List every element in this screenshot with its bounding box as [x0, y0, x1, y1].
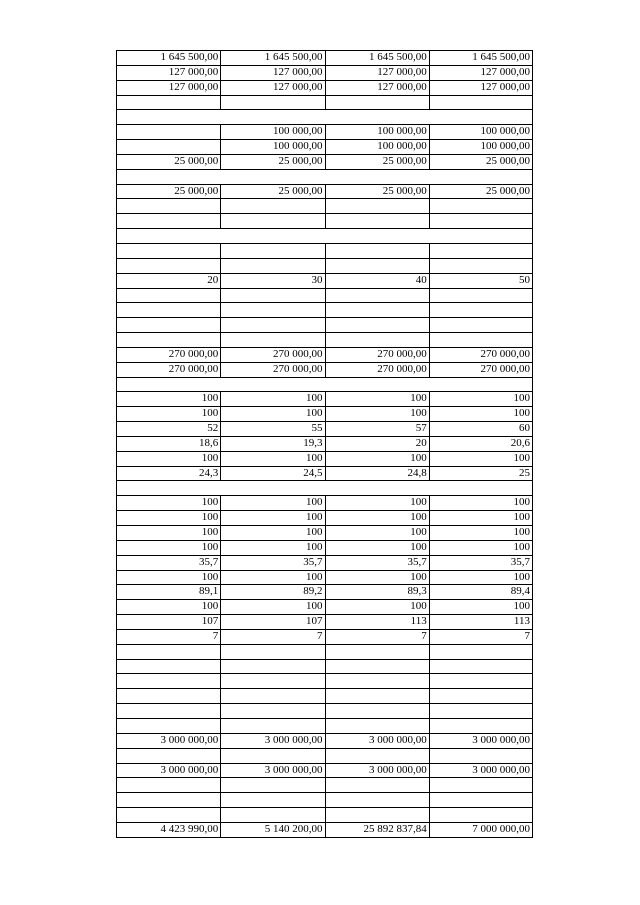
table-cell: 127 000,00 — [429, 65, 533, 80]
table-cell — [429, 748, 533, 763]
table-cell: 100 — [429, 451, 533, 466]
table-cell: 127 000,00 — [116, 80, 220, 95]
table-cell: 100 — [116, 525, 220, 540]
table-cell — [429, 644, 533, 659]
table-cell — [116, 659, 220, 674]
table-cell — [429, 673, 533, 688]
table-cell: 20,6 — [429, 436, 533, 451]
table-row — [116, 169, 533, 184]
table-cell — [325, 792, 429, 807]
table-cell — [116, 748, 220, 763]
table-cell: 100 — [220, 451, 324, 466]
table-row — [116, 644, 533, 659]
table-cell — [325, 688, 429, 703]
table-cell: 35,7 — [429, 555, 533, 570]
table-row — [116, 599, 533, 614]
table-cell: 100 — [220, 510, 324, 525]
table-cell: 100 — [325, 495, 429, 510]
table-row — [116, 792, 533, 807]
table-row — [116, 421, 533, 436]
table-cell: 100 — [325, 510, 429, 525]
table-cell — [325, 228, 429, 243]
table-cell — [429, 288, 533, 303]
table-cell: 100 000,00 — [220, 124, 324, 139]
table-cell: 3 000 000,00 — [429, 763, 533, 778]
table-row — [116, 555, 533, 570]
table-cell — [429, 718, 533, 733]
table-cell: 25 892 837,84 — [325, 822, 429, 837]
table-cell — [429, 688, 533, 703]
table-cell: 100 — [325, 599, 429, 614]
table-cell — [429, 659, 533, 674]
table-cell: 100 — [429, 510, 533, 525]
table-cell — [220, 673, 324, 688]
table-cell: 1 645 500,00 — [325, 50, 429, 65]
table-cell: 270 000,00 — [116, 362, 220, 377]
table-cell: 100 — [429, 406, 533, 421]
table-cell — [220, 288, 324, 303]
table-cell: 127 000,00 — [116, 65, 220, 80]
table-row — [116, 629, 533, 644]
table-cell — [116, 317, 220, 332]
table-cell — [116, 169, 220, 184]
table-cell — [429, 777, 533, 792]
table-row — [116, 733, 533, 748]
table-row — [116, 673, 533, 688]
table-row — [116, 154, 533, 169]
table-cell — [116, 718, 220, 733]
table-cell: 25 — [429, 466, 533, 481]
table-cell — [116, 198, 220, 213]
table-row — [116, 302, 533, 317]
table-cell — [220, 243, 324, 258]
table-row — [116, 495, 533, 510]
table-cell: 107 — [116, 614, 220, 629]
table-cell — [220, 213, 324, 228]
table-cell — [116, 792, 220, 807]
table-cell — [116, 688, 220, 703]
table-cell — [325, 317, 429, 332]
table-cell — [116, 644, 220, 659]
table-cell: 3 000 000,00 — [116, 763, 220, 778]
table-cell — [325, 258, 429, 273]
table-cell — [220, 228, 324, 243]
table-cell: 89,2 — [220, 584, 324, 599]
table-cell: 100 — [220, 406, 324, 421]
table-cell: 20 — [325, 436, 429, 451]
table-cell: 60 — [429, 421, 533, 436]
table-cell: 7 — [116, 629, 220, 644]
table-cell: 100 — [220, 570, 324, 585]
table-row — [116, 184, 533, 199]
table-cell — [220, 807, 324, 822]
table-cell: 5 140 200,00 — [220, 822, 324, 837]
table-cell — [325, 377, 429, 392]
table-cell — [220, 688, 324, 703]
table-row — [116, 347, 533, 362]
table-cell: 7 — [220, 629, 324, 644]
table-cell: 100 000,00 — [325, 124, 429, 139]
table-cell: 1 645 500,00 — [429, 50, 533, 65]
table-cell — [220, 258, 324, 273]
table-cell — [116, 213, 220, 228]
table-cell: 100 — [429, 391, 533, 406]
table-cell: 100 — [220, 495, 324, 510]
table-cell — [325, 288, 429, 303]
table-cell — [116, 258, 220, 273]
table-row — [116, 95, 533, 110]
table-cell: 89,1 — [116, 584, 220, 599]
table-cell — [220, 748, 324, 763]
table-row — [116, 80, 533, 95]
table-cell: 100 — [116, 391, 220, 406]
table-cell: 100 — [325, 540, 429, 555]
table-row — [116, 213, 533, 228]
table-cell — [116, 480, 220, 495]
table-cell: 3 000 000,00 — [116, 733, 220, 748]
table-cell — [429, 169, 533, 184]
table-row — [116, 139, 533, 154]
table-cell — [325, 302, 429, 317]
table-cell — [116, 377, 220, 392]
table-cell — [429, 377, 533, 392]
table-cell — [220, 377, 324, 392]
table-cell — [116, 109, 220, 124]
table-cell — [325, 718, 429, 733]
table-row — [116, 50, 533, 65]
table-cell: 57 — [325, 421, 429, 436]
data-table — [116, 50, 533, 838]
table-cell: 25 000,00 — [116, 154, 220, 169]
table-cell: 127 000,00 — [220, 80, 324, 95]
table-cell: 30 — [220, 273, 324, 288]
table-row — [116, 614, 533, 629]
table-cell — [325, 807, 429, 822]
table-row — [116, 480, 533, 495]
table-cell: 107 — [220, 614, 324, 629]
table-cell: 100 — [325, 406, 429, 421]
table-cell — [220, 718, 324, 733]
table-cell: 127 000,00 — [220, 65, 324, 80]
table-cell — [429, 792, 533, 807]
table-cell — [429, 228, 533, 243]
table-cell: 100 000,00 — [429, 139, 533, 154]
table-cell: 25 000,00 — [429, 184, 533, 199]
table-cell: 100 — [325, 451, 429, 466]
table-cell — [220, 95, 324, 110]
table-cell: 100 — [429, 599, 533, 614]
table-cell: 100 — [429, 570, 533, 585]
table-cell: 100 — [429, 525, 533, 540]
table-row — [116, 510, 533, 525]
table-cell: 40 — [325, 273, 429, 288]
table-row — [116, 718, 533, 733]
table-cell — [116, 228, 220, 243]
table-cell: 24,8 — [325, 466, 429, 481]
table-cell: 3 000 000,00 — [325, 733, 429, 748]
table-cell — [220, 302, 324, 317]
table-row — [116, 65, 533, 80]
table-cell: 24,3 — [116, 466, 220, 481]
table-cell — [429, 198, 533, 213]
table-cell: 127 000,00 — [429, 80, 533, 95]
table-cell: 35,7 — [116, 555, 220, 570]
table-row — [116, 584, 533, 599]
table-row — [116, 822, 533, 837]
table-cell — [429, 258, 533, 273]
table-row — [116, 466, 533, 481]
table-cell — [220, 703, 324, 718]
table-row — [116, 273, 533, 288]
table-cell: 3 000 000,00 — [325, 763, 429, 778]
table-cell: 25 000,00 — [325, 154, 429, 169]
table-cell — [116, 703, 220, 718]
table-cell — [325, 777, 429, 792]
table-cell: 25 000,00 — [429, 154, 533, 169]
table-cell — [116, 139, 220, 154]
table-cell — [325, 703, 429, 718]
table-cell: 4 423 990,00 — [116, 822, 220, 837]
table-cell — [325, 243, 429, 258]
table-cell — [220, 792, 324, 807]
table-row — [116, 406, 533, 421]
table-cell: 113 — [325, 614, 429, 629]
table-cell: 100 — [325, 570, 429, 585]
table-cell: 100 — [116, 599, 220, 614]
table-cell: 100 — [429, 495, 533, 510]
table-cell — [325, 480, 429, 495]
table-cell — [325, 332, 429, 347]
table-cell: 7 000 000,00 — [429, 822, 533, 837]
table-cell — [429, 807, 533, 822]
table-row — [116, 258, 533, 273]
table-cell: 89,4 — [429, 584, 533, 599]
table-cell: 25 000,00 — [220, 154, 324, 169]
table-cell: 18,6 — [116, 436, 220, 451]
table-cell: 19,3 — [220, 436, 324, 451]
table-cell — [325, 644, 429, 659]
table-cell: 100 000,00 — [325, 139, 429, 154]
table-cell: 100 — [220, 391, 324, 406]
table-cell: 100 — [220, 525, 324, 540]
table-row — [116, 688, 533, 703]
table-row — [116, 659, 533, 674]
table-cell — [116, 95, 220, 110]
table-cell — [429, 703, 533, 718]
table-cell — [116, 302, 220, 317]
table-cell: 113 — [429, 614, 533, 629]
table-cell: 100 — [116, 510, 220, 525]
table-cell: 100 — [325, 391, 429, 406]
table-cell — [429, 317, 533, 332]
table-row — [116, 198, 533, 213]
table-row — [116, 807, 533, 822]
table-row — [116, 288, 533, 303]
table-bottom-border — [116, 837, 533, 838]
table-cell: 35,7 — [325, 555, 429, 570]
table-row — [116, 377, 533, 392]
table-cell — [325, 198, 429, 213]
table-cell: 3 000 000,00 — [220, 733, 324, 748]
table-cell: 24,5 — [220, 466, 324, 481]
table-cell — [429, 480, 533, 495]
table-cell: 3 000 000,00 — [220, 763, 324, 778]
table-cell: 127 000,00 — [325, 65, 429, 80]
table-cell — [325, 673, 429, 688]
table-cell: 55 — [220, 421, 324, 436]
table-cell — [429, 243, 533, 258]
table-cell — [220, 198, 324, 213]
table-cell: 100 000,00 — [429, 124, 533, 139]
table-cell — [429, 332, 533, 347]
table-cell — [325, 169, 429, 184]
table-cell — [116, 807, 220, 822]
table-row — [116, 109, 533, 124]
table-cell — [429, 95, 533, 110]
table-cell — [220, 777, 324, 792]
table-cell: 100 — [429, 540, 533, 555]
table-row — [116, 763, 533, 778]
table-cell — [220, 332, 324, 347]
table-cell: 100 — [220, 540, 324, 555]
table-row — [116, 525, 533, 540]
table-row — [116, 436, 533, 451]
table-row — [116, 228, 533, 243]
table-cell: 100 000,00 — [220, 139, 324, 154]
table-row — [116, 540, 533, 555]
table-cell: 7 — [429, 629, 533, 644]
table-cell — [220, 109, 324, 124]
table-cell: 100 — [116, 406, 220, 421]
table-cell — [116, 777, 220, 792]
table-row — [116, 124, 533, 139]
table-cell: 270 000,00 — [220, 362, 324, 377]
table-cell: 25 000,00 — [325, 184, 429, 199]
table-cell: 1 645 500,00 — [116, 50, 220, 65]
table-cell — [220, 169, 324, 184]
table-cell — [116, 332, 220, 347]
table-cell — [220, 644, 324, 659]
table-cell: 20 — [116, 273, 220, 288]
table-cell — [325, 109, 429, 124]
table-cell: 25 000,00 — [116, 184, 220, 199]
table-row — [116, 451, 533, 466]
table-cell — [220, 480, 324, 495]
table-row — [116, 243, 533, 258]
table-cell: 35,7 — [220, 555, 324, 570]
table-cell: 100 — [325, 525, 429, 540]
table-cell — [116, 124, 220, 139]
table-cell — [429, 213, 533, 228]
table-cell — [325, 748, 429, 763]
table-cell — [220, 659, 324, 674]
table-cell: 270 000,00 — [429, 362, 533, 377]
table-cell — [220, 317, 324, 332]
table-cell — [116, 673, 220, 688]
table-row — [116, 570, 533, 585]
table-row — [116, 317, 533, 332]
table-cell: 100 — [116, 540, 220, 555]
table-cell: 127 000,00 — [325, 80, 429, 95]
table-cell — [116, 288, 220, 303]
table-cell — [116, 243, 220, 258]
table-cell: 100 — [116, 451, 220, 466]
table-row — [116, 748, 533, 763]
table-row — [116, 391, 533, 406]
table-cell — [325, 659, 429, 674]
table-cell: 270 000,00 — [429, 347, 533, 362]
table-cell: 52 — [116, 421, 220, 436]
table-cell: 89,3 — [325, 584, 429, 599]
table-cell: 100 — [220, 599, 324, 614]
table-cell: 1 645 500,00 — [220, 50, 324, 65]
table-cell: 100 — [116, 570, 220, 585]
table-cell — [325, 213, 429, 228]
table-cell: 270 000,00 — [325, 347, 429, 362]
table-row — [116, 703, 533, 718]
table-row — [116, 777, 533, 792]
table-cell: 270 000,00 — [116, 347, 220, 362]
table-cell — [429, 302, 533, 317]
table-cell: 3 000 000,00 — [429, 733, 533, 748]
table-cell — [429, 109, 533, 124]
table-cell: 100 — [116, 495, 220, 510]
table-cell — [325, 95, 429, 110]
table-cell: 25 000,00 — [220, 184, 324, 199]
table-cell: 270 000,00 — [325, 362, 429, 377]
table-cell: 7 — [325, 629, 429, 644]
table-row — [116, 332, 533, 347]
table-row — [116, 362, 533, 377]
table-cell: 50 — [429, 273, 533, 288]
table-cell: 270 000,00 — [220, 347, 324, 362]
